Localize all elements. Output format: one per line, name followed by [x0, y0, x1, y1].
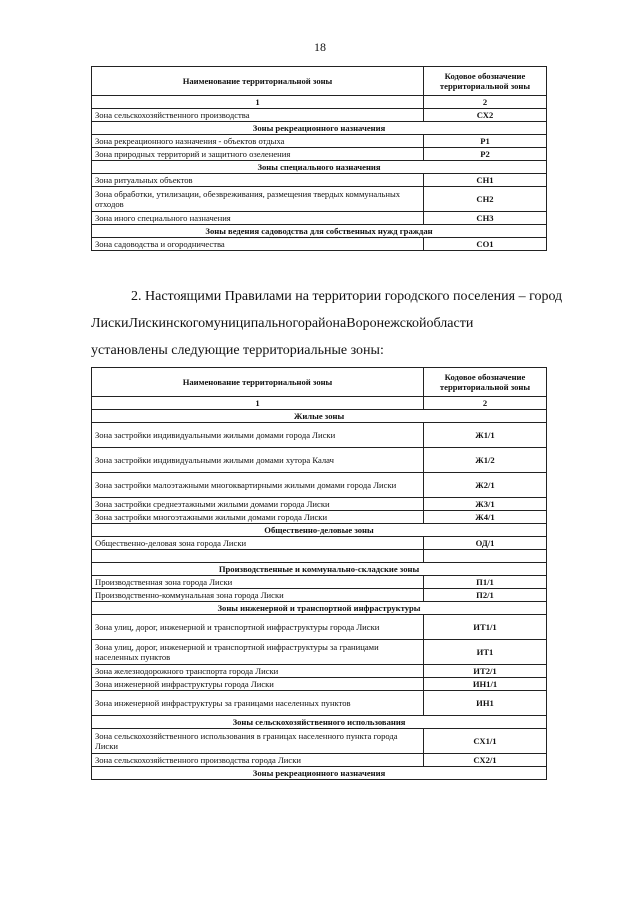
- table-row: [92, 423, 547, 448]
- table-row: [92, 615, 547, 640]
- zone-code: СО1: [424, 238, 547, 251]
- zone-name: Производственно-коммунальная зона города Лиски: [92, 589, 424, 602]
- table-row: [92, 135, 547, 148]
- zone-code: СН1: [424, 174, 547, 187]
- group-title: Зоны рекреационного назначения: [92, 767, 547, 780]
- zone-code: Ж3/1: [424, 498, 547, 511]
- zone-name: Зона инженерной инфраструктуры за границами населенных пунктов: [92, 691, 424, 716]
- paragraph-word: Лискинского: [128, 316, 205, 331]
- table-row: [92, 589, 547, 602]
- zone-code: П1/1: [424, 576, 547, 589]
- group-header-row: [92, 602, 547, 615]
- table-numbering-row: [92, 96, 547, 109]
- paragraph-word: области: [426, 316, 474, 331]
- zone-name: Зона железнодорожного транспорта города Лиски: [92, 665, 424, 678]
- zones-table-2: [91, 367, 547, 780]
- zone-code: Ж1/1: [424, 423, 547, 448]
- zones-table-1: [91, 66, 547, 251]
- zone-code: ИТ2/1: [424, 665, 547, 678]
- table-row: [92, 174, 547, 187]
- table-row: [92, 729, 547, 754]
- paragraph-word: муниципального: [204, 316, 305, 331]
- zone-code: Ж4/1: [424, 511, 547, 524]
- group-header-row: [92, 161, 547, 174]
- table-numbering-row: [92, 397, 547, 410]
- zone-code: П2/1: [424, 589, 547, 602]
- zone-name: Зона рекреационного назначения - объектов отдыха: [92, 135, 424, 148]
- zone-code: Р1: [424, 135, 547, 148]
- zone-name: Зона застройки многоэтажными жилыми домами города Лиски: [92, 511, 424, 524]
- group-header-row: [92, 563, 547, 576]
- group-title: Зоны специального назначения: [92, 161, 547, 174]
- zone-name: Зона улиц, дорог, инженерной и транспортной инфраструктуры за границами населенных пунктов: [92, 640, 424, 665]
- group-title: Жилые зоны: [92, 410, 547, 423]
- zone-name: Зона садоводства и огородничества: [92, 238, 424, 251]
- zone-name: Общественно-деловая зона города Лиски: [92, 537, 424, 550]
- paragraph-word: Воронежской: [346, 316, 427, 331]
- column-number: 2: [424, 96, 547, 109]
- column-header-zone-name: Наименование территориальной зоны: [92, 368, 424, 397]
- column-number: 1: [92, 397, 424, 410]
- zone-name: Зона застройки индивидуальными жилыми домами города Лиски: [92, 423, 424, 448]
- group-header-row: [92, 122, 547, 135]
- empty-row: [92, 550, 547, 563]
- column-header-zone-code: Кодовое обозначение территориальной зоны: [424, 67, 547, 96]
- table-row: [92, 473, 547, 498]
- zone-name: Зона природных территорий и защитного озеленения: [92, 148, 424, 161]
- group-title: Производственные и коммунально-складские зоны: [92, 563, 547, 576]
- zone-code: [424, 550, 547, 563]
- table-row: [92, 678, 547, 691]
- group-title: Общественно-деловые зоны: [92, 524, 547, 537]
- table-row: [92, 109, 547, 122]
- paragraph-line: установлены следующие территориальные зоны:: [91, 343, 384, 358]
- zone-code: Р2: [424, 148, 547, 161]
- group-title: Зоны сельскохозяйственного использования: [92, 716, 547, 729]
- paragraph-line: [91, 310, 546, 337]
- zone-code: Ж1/2: [424, 448, 547, 473]
- zone-code: СН3: [424, 212, 547, 225]
- group-header-row: [92, 716, 547, 729]
- zone-code: СН2: [424, 187, 547, 212]
- paragraph-word: района: [304, 316, 347, 331]
- zone-code: ИТ1: [424, 640, 547, 665]
- column-number: 2: [424, 397, 547, 410]
- column-number: 1: [92, 96, 424, 109]
- zone-name: Производственная зона города Лиски: [92, 576, 424, 589]
- table-row: [92, 754, 547, 767]
- group-header-row: [92, 410, 547, 423]
- zone-name: Зона ритуальных объектов: [92, 174, 424, 187]
- zone-code: СХ2/1: [424, 754, 547, 767]
- zone-code: СХ1/1: [424, 729, 547, 754]
- table-row: [92, 212, 547, 225]
- table-row: [92, 187, 547, 212]
- table-header-row: [92, 368, 547, 397]
- table-row: [92, 511, 547, 524]
- zone-name: Зона застройки малоэтажными многоквартирными жилыми домами города Лиски: [92, 473, 424, 498]
- paragraph: [91, 283, 563, 364]
- column-header-zone-code: Кодовое обозначение территориальной зоны: [424, 368, 547, 397]
- group-header-row: [92, 524, 547, 537]
- group-title: Зоны рекреационного назначения: [92, 122, 547, 135]
- table-row: [92, 691, 547, 716]
- zone-name: Зона сельскохозяйственного производства города Лиски: [92, 754, 424, 767]
- table-row: [92, 238, 547, 251]
- zone-code: ИН1/1: [424, 678, 547, 691]
- zone-code: ОД/1: [424, 537, 547, 550]
- group-header-row: [92, 767, 547, 780]
- zone-code: ИТ1/1: [424, 615, 547, 640]
- group-title: Зоны инженерной и транспортной инфраструктуры: [92, 602, 547, 615]
- zone-name: Зона застройки индивидуальными жилыми домами хутора Калач: [92, 448, 424, 473]
- zone-code: СХ2: [424, 109, 547, 122]
- zone-code: Ж2/1: [424, 473, 547, 498]
- group-header-row: [92, 225, 547, 238]
- zone-name: Зона сельскохозяйственного производства: [92, 109, 424, 122]
- paragraph-word: Лиски: [91, 316, 129, 331]
- table-row: [92, 448, 547, 473]
- table-row: [92, 537, 547, 550]
- zone-name: [92, 550, 424, 563]
- zone-name: Зона улиц, дорог, инженерной и транспортной инфраструктуры города Лиски: [92, 615, 424, 640]
- table-row: [92, 665, 547, 678]
- table-header-row: [92, 67, 547, 96]
- zone-code: ИН1: [424, 691, 547, 716]
- paragraph-line: 2. Настоящими Правилами на территории городского поселения – город: [131, 289, 563, 304]
- column-header-zone-name: Наименование территориальной зоны: [92, 67, 424, 96]
- zone-name: Зона застройки среднеэтажными жилыми домами города Лиски: [92, 498, 424, 511]
- table-row: [92, 576, 547, 589]
- table-row: [92, 640, 547, 665]
- zone-name: Зона иного специального назначения: [92, 212, 424, 225]
- zone-name: Зона сельскохозяйственного использования в границах населенного пункта города Лиски: [92, 729, 424, 754]
- table-row: [92, 148, 547, 161]
- zone-name: Зона инженерной инфраструктуры города Лиски: [92, 678, 424, 691]
- page-number: 18: [314, 40, 326, 54]
- group-title: Зоны ведения садоводства для собственных нужд граждан: [92, 225, 547, 238]
- zone-name: Зона обработки, утилизации, обезвреживания, размещения твердых коммунальных отходов: [92, 187, 424, 212]
- table-row: [92, 498, 547, 511]
